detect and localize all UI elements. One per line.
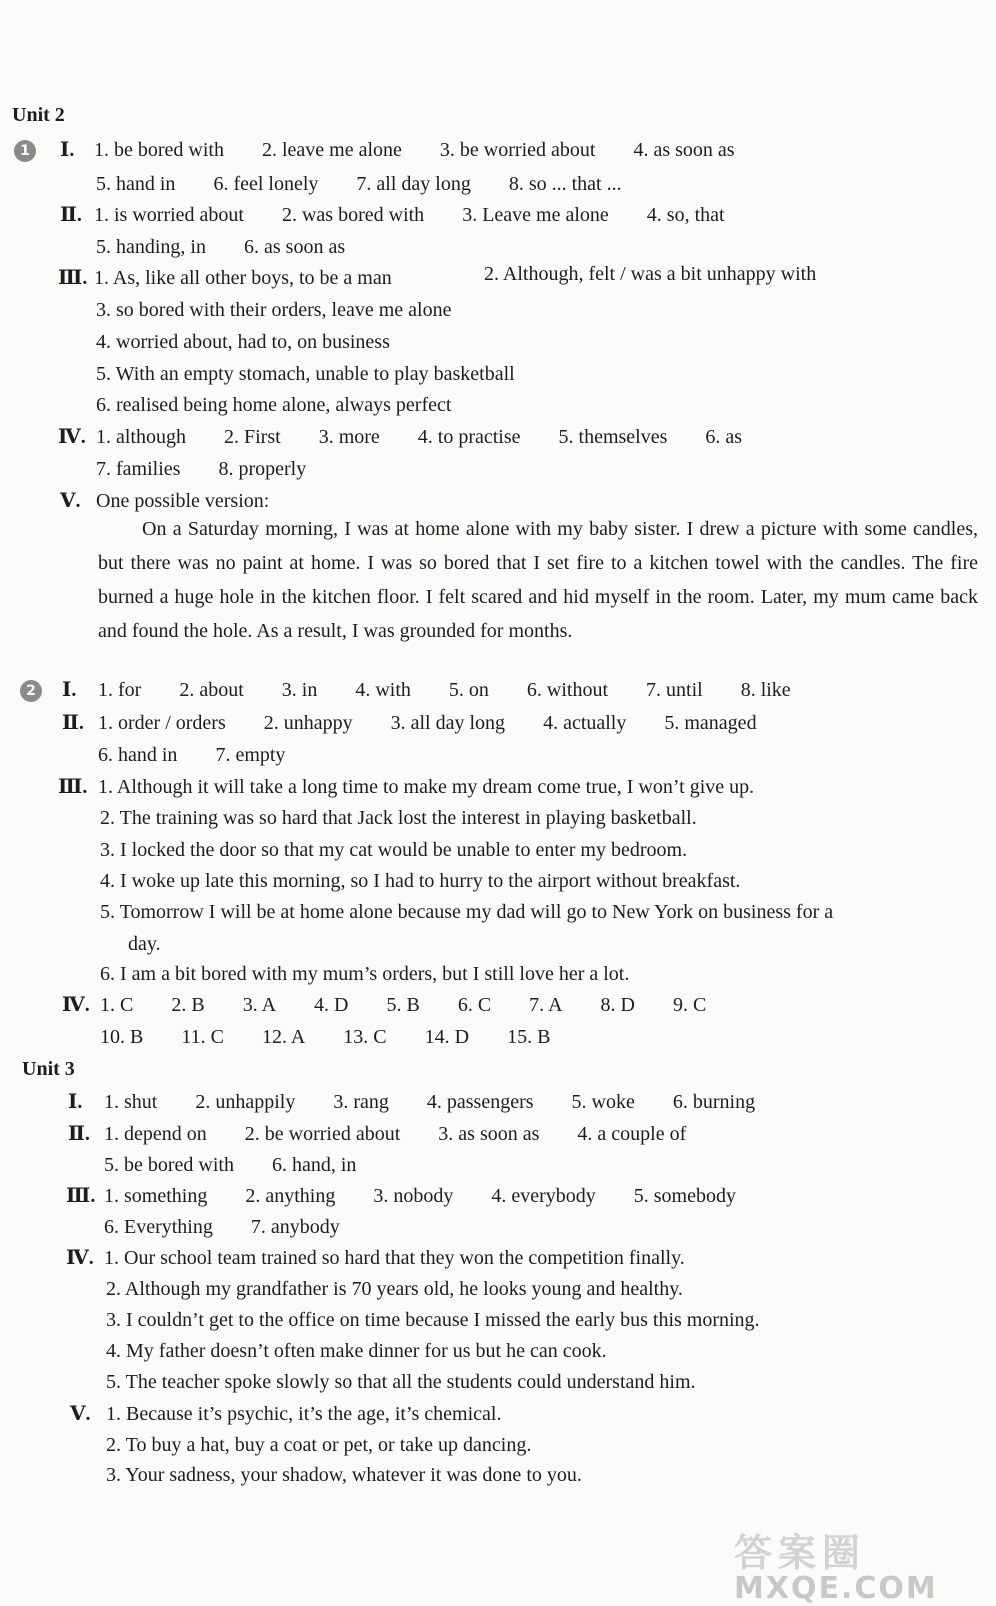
answer-item: 2. was bored with bbox=[281, 204, 425, 226]
answer-item: 8. so ... that ... bbox=[508, 173, 622, 195]
answer-item: 5. be bored with bbox=[104, 1154, 234, 1176]
answer-item: 5. somebody bbox=[633, 1185, 736, 1207]
answer-item: 3. Leave me alone bbox=[462, 204, 609, 226]
answer-item: 3. nobody bbox=[373, 1185, 454, 1207]
unit3-title: Unit 3 bbox=[22, 1058, 75, 1080]
answer-item: 4. a couple of bbox=[577, 1123, 687, 1145]
answer-item: 7. until bbox=[646, 679, 703, 701]
answer-item: 8. D bbox=[600, 994, 635, 1016]
unit2-s1-V-essay: On a Saturday morning, I was at home alone with my baby sister. I drew a picture with some candles, but there was no paint at home. I was so bored that I set fire to a kitchen towel with the candles. The fire burned a huge hole in the kitchen floor. I felt scared and hid myself in the room. Later, my mum came back and found the hole. As a result, I was grounded for months. bbox=[98, 518, 978, 642]
unit3-part-IV-label: Ⅳ. bbox=[66, 1247, 94, 1269]
answer-item: 1. something bbox=[104, 1185, 208, 1207]
answer-item: 6. without bbox=[526, 679, 609, 701]
answer-item: 6. C bbox=[457, 994, 492, 1016]
answer-item: 3. as soon as bbox=[438, 1123, 540, 1145]
answer-item: 1. depend on bbox=[104, 1123, 207, 1145]
unit2-s2-IV-row2 bbox=[100, 1025, 550, 1049]
answer-item: 3. A bbox=[242, 994, 277, 1016]
answer-item: 3. more bbox=[318, 426, 380, 448]
unit3-IV-line: 3. I couldn’t get to the office on time because I missed the early bus this morning. bbox=[106, 1309, 760, 1331]
answer-item: 6. Everything bbox=[104, 1216, 213, 1238]
unit3-V-line: 1. Because it’s psychic, it’s the age, it’s chemical. bbox=[106, 1403, 502, 1425]
unit2-s1-III-line: 2. Although, felt / was a bit unhappy with bbox=[484, 263, 817, 285]
unit2-s2-IV-row1 bbox=[100, 993, 706, 1017]
unit3-V-line: 2. To buy a hat, buy a coat or pet, or take up dancing. bbox=[106, 1434, 532, 1456]
unit3-part-II-label: Ⅱ. bbox=[68, 1123, 90, 1145]
section-2-badge: 2 bbox=[20, 680, 42, 702]
answer-item: 1. order / orders bbox=[98, 712, 226, 734]
unit2-s2-III-line: 2. The training was so hard that Jack lost the interest in playing basketball. bbox=[100, 807, 697, 829]
answer-item: 15. B bbox=[507, 1026, 551, 1048]
unit2-s2-III-line: 1. Although it will take a long time to make my dream come true, I won’t give up. bbox=[98, 776, 755, 798]
unit3-part-III-label: Ⅲ. bbox=[66, 1185, 96, 1207]
answer-item: 2. B bbox=[171, 994, 205, 1016]
unit3-III-row2 bbox=[104, 1215, 340, 1239]
unit2-s2-part-I-label: Ⅰ. bbox=[62, 679, 77, 701]
unit2-s1-part-I-label: Ⅰ. bbox=[60, 139, 75, 161]
unit2-s1-III-line: 1. As, like all other boys, to be a man bbox=[94, 267, 392, 289]
unit3-part-V-label: Ⅴ. bbox=[70, 1403, 91, 1425]
answer-item: 2. leave me alone bbox=[261, 139, 402, 161]
unit2-s1-IV-row1 bbox=[96, 425, 742, 449]
unit2-s2-III-line: 4. I woke up late this morning, so I had to hurry to the airport without breakfast. bbox=[100, 870, 741, 892]
unit3-IV-line: 1. Our school team trained so hard that they won the competition finally. bbox=[104, 1247, 685, 1269]
unit2-s1-II-row2 bbox=[96, 235, 345, 259]
watermark-logo-text: 答案圈 bbox=[734, 1531, 867, 1575]
unit3-II-row2 bbox=[104, 1153, 356, 1177]
site-watermark bbox=[734, 1522, 984, 1606]
answer-item: 7. all day long bbox=[356, 173, 471, 195]
unit3-IV-line: 2. Although my grandfather is 70 years old, he looks young and healthy. bbox=[106, 1278, 683, 1300]
unit2-s1-III-line: 6. realised being home alone, always perfect bbox=[96, 394, 452, 416]
unit3-I-row1 bbox=[104, 1090, 755, 1114]
answer-item: 4. D bbox=[314, 994, 349, 1016]
answer-item: 7. empty bbox=[215, 744, 286, 766]
unit2-s2-I-row1 bbox=[98, 678, 791, 702]
answer-item: 5. hand in bbox=[96, 173, 176, 195]
unit2-s1-part-V-label: Ⅴ. bbox=[60, 490, 81, 512]
unit2-s2-III-line: day. bbox=[128, 933, 161, 955]
answer-item: 8. like bbox=[740, 679, 791, 701]
answer-item: 3. all day long bbox=[390, 712, 506, 734]
answer-item: 1. be bored with bbox=[94, 139, 224, 161]
answer-item: 11. C bbox=[181, 1026, 224, 1048]
unit2-s2-II-row2 bbox=[98, 743, 285, 767]
unit2-s1-I-row1 bbox=[94, 138, 735, 162]
answer-item: 4. so, that bbox=[646, 204, 725, 226]
answer-item: 2. unhappily bbox=[195, 1091, 296, 1113]
answer-item: 3. rang bbox=[333, 1091, 389, 1113]
unit2-s1-part-II-label: Ⅱ. bbox=[60, 204, 82, 226]
unit2-s1-part-III-label: Ⅲ. bbox=[58, 267, 88, 289]
answer-item: 1. is worried about bbox=[94, 204, 244, 226]
answer-item: 2. First bbox=[224, 426, 281, 448]
answer-item: 14. D bbox=[424, 1026, 470, 1048]
unit3-IV-line: 5. The teacher spoke slowly so that all the students could understand him. bbox=[106, 1371, 696, 1393]
answer-item: 1. C bbox=[100, 994, 134, 1016]
answer-item: 4. to practise bbox=[417, 426, 521, 448]
answer-item: 5. woke bbox=[571, 1091, 635, 1113]
answer-item: 4. as soon as bbox=[633, 139, 735, 161]
answer-item: 5. on bbox=[448, 679, 489, 701]
unit2-s2-III-line: 3. I locked the door so that my cat would be unable to enter my bedroom. bbox=[100, 839, 688, 861]
answer-item: 2. anything bbox=[245, 1185, 336, 1207]
unit2-s2-part-II-label: Ⅱ. bbox=[62, 712, 84, 734]
unit2-s1-II-row1 bbox=[94, 203, 725, 227]
answer-item: 2. about bbox=[179, 679, 244, 701]
unit2-s2-part-III-label: Ⅲ. bbox=[58, 776, 88, 798]
answer-item: 5. managed bbox=[664, 712, 757, 734]
unit2-s1-V-intro: One possible version: bbox=[96, 490, 270, 512]
unit2-s1-part-IV-label: Ⅳ. bbox=[58, 426, 86, 448]
unit3-III-row1 bbox=[104, 1184, 736, 1208]
answer-item: 8. properly bbox=[218, 458, 307, 480]
answer-item: 7. families bbox=[96, 458, 181, 480]
unit3-IV-line: 4. My father doesn’t often make dinner for us but he can cook. bbox=[106, 1340, 607, 1362]
unit2-s1-III-line: 5. With an empty stomach, unable to play basketball bbox=[96, 363, 515, 385]
unit3-II-row1 bbox=[104, 1122, 686, 1146]
answer-item: 13. C bbox=[343, 1026, 387, 1048]
answer-item: 2. unhappy bbox=[263, 712, 353, 734]
unit2-s1-IV-row2 bbox=[96, 457, 306, 481]
unit2-title: Unit 2 bbox=[12, 104, 65, 126]
answer-item: 6. as soon as bbox=[244, 236, 346, 258]
unit2-s2-III-line: 6. I am a bit bored with my mum’s orders, but I still love her a lot. bbox=[100, 963, 630, 985]
answer-item: 3. in bbox=[281, 679, 318, 701]
unit3-part-I-label: Ⅰ. bbox=[68, 1091, 83, 1113]
section-1-badge: 1 bbox=[14, 140, 36, 162]
answer-item: 3. be worried about bbox=[439, 139, 596, 161]
answer-item: 4. passengers bbox=[426, 1091, 534, 1113]
answer-item: 1. for bbox=[98, 679, 142, 701]
answer-item: 6. hand in bbox=[98, 744, 178, 766]
answer-item: 5. B bbox=[386, 994, 420, 1016]
unit2-s2-part-IV-label: Ⅳ. bbox=[62, 994, 90, 1016]
answer-item: 4. actually bbox=[543, 712, 627, 734]
watermark-domain: MXQE.COM bbox=[734, 1571, 938, 1606]
answer-item: 6. feel lonely bbox=[213, 173, 319, 195]
answer-item: 5. themselves bbox=[558, 426, 668, 448]
answer-item: 9. C bbox=[672, 994, 707, 1016]
answer-item: 5. handing, in bbox=[96, 236, 206, 258]
answer-item: 1. although bbox=[96, 426, 186, 448]
unit3-V-line: 3. Your sadness, your shadow, whatever it was done to you. bbox=[106, 1464, 582, 1486]
answer-item: 6. burning bbox=[672, 1091, 756, 1113]
unit2-s2-II-row1 bbox=[98, 711, 757, 735]
unit2-s1-I-row2 bbox=[96, 172, 622, 196]
answer-item: 6. as bbox=[705, 426, 743, 448]
answer-item: 7. anybody bbox=[250, 1216, 340, 1238]
answer-item: 4. with bbox=[355, 679, 411, 701]
answer-item: 4. everybody bbox=[491, 1185, 596, 1207]
answer-item: 12. A bbox=[261, 1026, 306, 1048]
answer-item: 10. B bbox=[100, 1026, 144, 1048]
unit2-s2-III-line: 5. Tomorrow I will be at home alone because my dad will go to New York on business for a bbox=[100, 901, 834, 923]
answer-item: 1. shut bbox=[104, 1091, 158, 1113]
unit2-s1-III-line: 3. so bored with their orders, leave me alone bbox=[96, 299, 452, 321]
answer-item: 6. hand, in bbox=[271, 1154, 357, 1176]
unit2-s1-III-line: 4. worried about, had to, on business bbox=[96, 331, 390, 353]
answer-item: 7. A bbox=[529, 994, 563, 1016]
answer-item: 2. be worried about bbox=[244, 1123, 401, 1145]
